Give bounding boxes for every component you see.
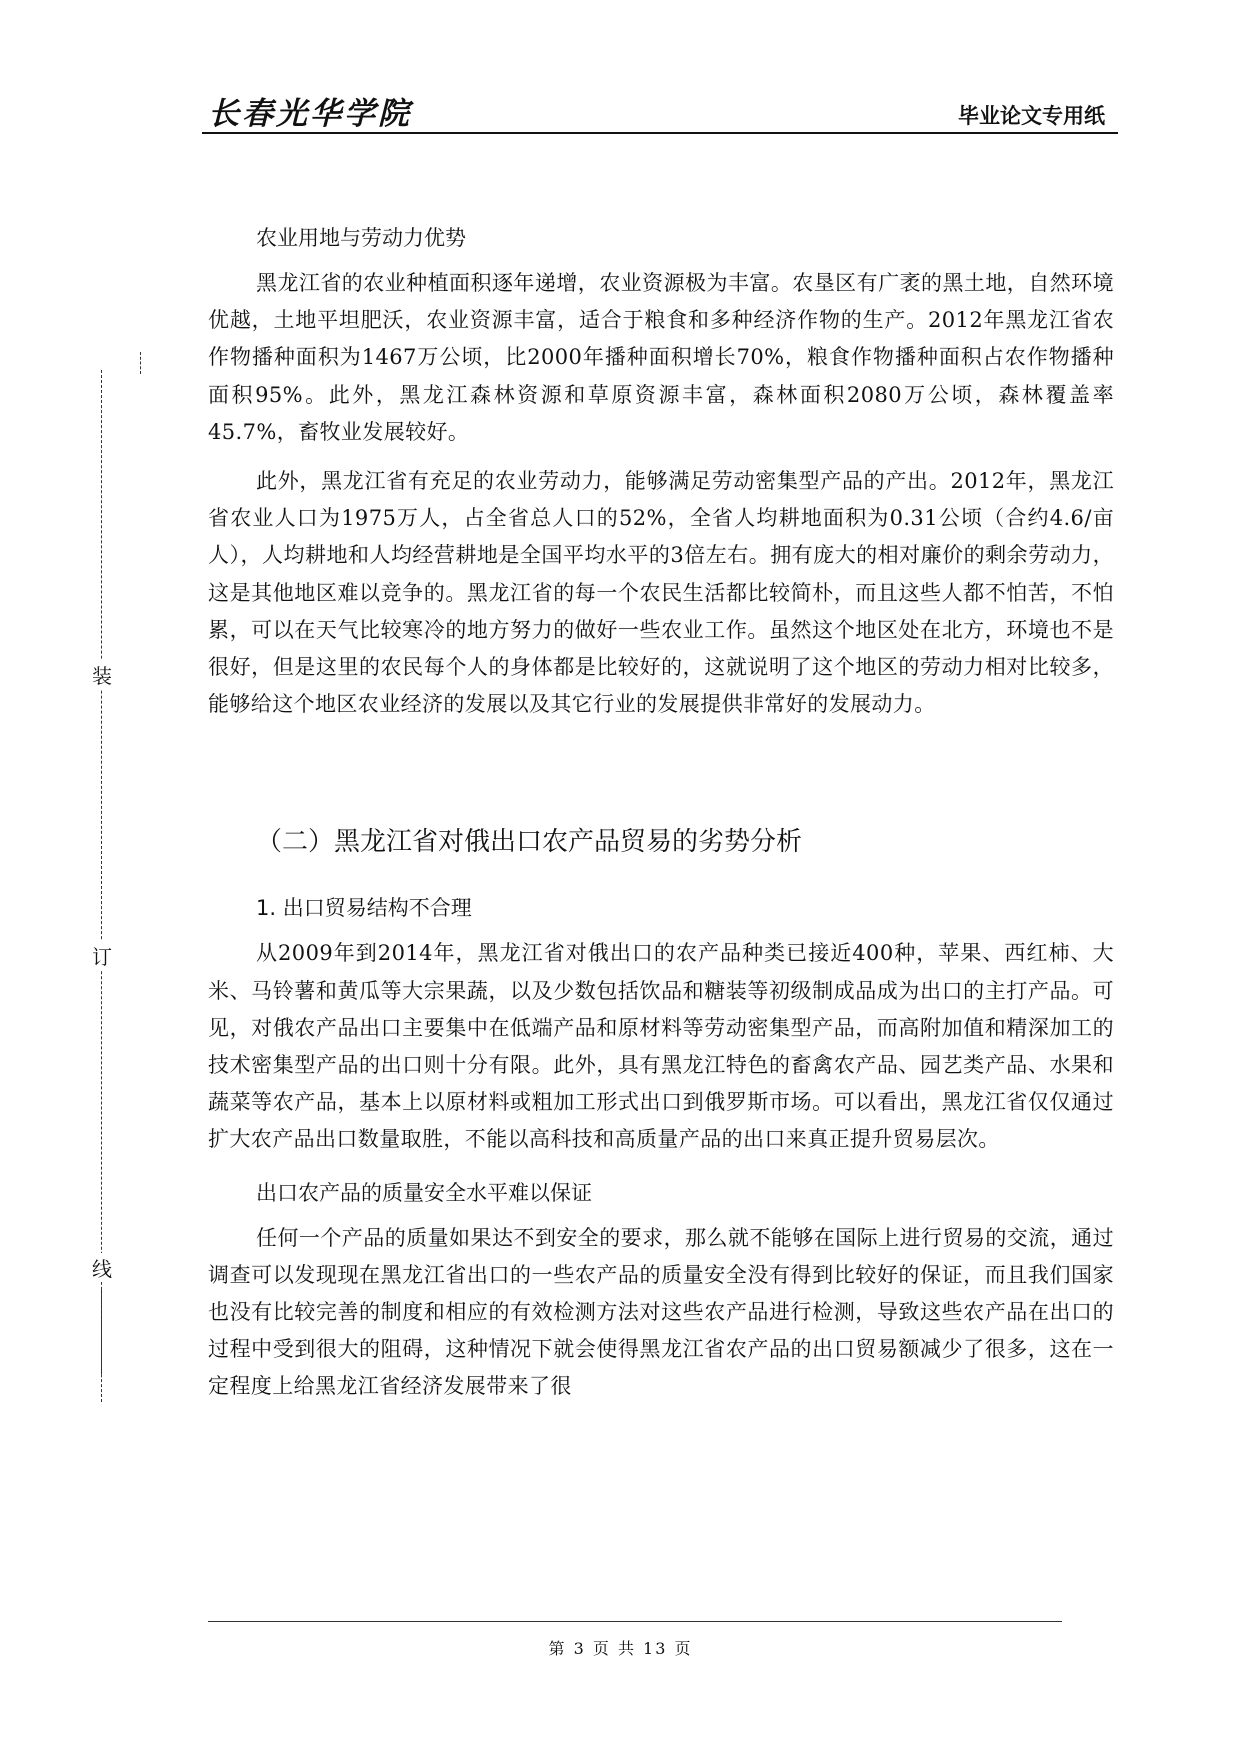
section-title-disadvantages: （二）黑龙江省对俄出口农产品贸易的劣势分析 bbox=[256, 827, 803, 858]
binding-dashed-line-end bbox=[101, 1290, 102, 1402]
header-paper-type: 毕业论文专用纸 bbox=[958, 104, 1105, 128]
binding-label-zhuang: 装 bbox=[90, 660, 114, 689]
subheading-quality-safety: 出口农产品的质量安全水平难以保证 bbox=[256, 1180, 592, 1205]
binding-dashed-line-top bbox=[101, 370, 102, 1370]
binding-tick-mark bbox=[140, 352, 141, 374]
document-body bbox=[208, 222, 1114, 1418]
binding-label-xian: 线 bbox=[90, 1253, 114, 1282]
paragraph-export-structure: 从2009年到2014年，黑龙江省对俄出口的农产品种类已接近400种，苹果、西红柿、大米、马铃薯和黄瓜等大宗果蔬，以及少数包括饮品和糖装等初级制成品成为出口的主打产品。可见，对俄农产品出口主要集中在低端产品和原材料等劳动密集型产品，而高附加值和精深加工的技术密集型产品的出口则十分有限。此外，具有黑龙江特色的畜禽农产品、园艺类产品、水果和蔬菜等农产品，基本上以原材料或粗加工形式出口到俄罗斯市场。可以看出，黑龙江省仅仅通过扩大农产品出口数量取胜，不能以高科技和高质量产品的出口来真正提升贸易层次。 bbox=[208, 941, 1114, 1152]
footer-rule bbox=[208, 1621, 1062, 1622]
header-rule bbox=[202, 132, 1118, 134]
header-institution-name: 长春光华学院 bbox=[208, 96, 412, 132]
page-number: 第 3 页 共 13 页 bbox=[548, 1639, 693, 1658]
paragraph-quality-safety: 任何一个产品的质量如果达不到安全的要求，那么就不能够在国际上进行贸易的交流，通过调查可以发现现在黑龙江省出口的一些农产品的质量安全没有得到比较好的保证，而且我们国家也没有比较完善的制度和相应的有效检测方法对这些农产品进行检测，导致这些农产品在出口的过程中受到很大的阻碍，这种情况下就会使得黑龙江省农产品的出口贸易额减少了很多，这在一定程度上给黑龙江省经济发展带来了很 bbox=[208, 1225, 1114, 1399]
subheading-export-structure: 1. 出口贸易结构不合理 bbox=[256, 896, 472, 921]
paragraph-land-resources: 黑龙江省的农业种植面积逐年递增，农业资源极为丰富。农垦区有广袤的黑土地，自然环境优越，土地平坦肥沃，农业资源丰富，适合于粮食和多种经济作物的生产。2012年黑龙江省农作物播种面积为1467万公顷，比2000年播种面积增长70%，粮食作物播种面积占农作物播种面积95%。此外，黑龙江森林资源和草原资源丰富，森林面积2080万公顷，森林覆盖率45.7%，畜牧业发展较好。 bbox=[208, 271, 1114, 444]
paragraph-labor-force: 此外，黑龙江省有充足的农业劳动力，能够满足劳动密集型产品的产出。2012年，黑龙江省农业人口为1975万人，占全省总人口的52%，全省人均耕地面积为0.31公顷（合约4.6/亩人），人均耕地和人均经营耕地是全国平均水平的3倍左右。拥有庞大的相对廉价的剩余劳动力，这是其他地区难以竞争的。黑龙江省的每一个农民生活都比较简朴，而且这些人都不怕苦，不怕累，可以在天气比较寒冷的地方努力的做好一些农业工作。虽然这个地区处在北方，环境也不是很好，但是这里的农民每个人的身体都是比较好的，这就说明了这个地区的劳动力相对比较多，能够给这个地区农业经济的发展以及其它行业的发展提供非常好的发展动力。 bbox=[208, 469, 1114, 717]
binding-label-ding: 订 bbox=[90, 941, 114, 970]
subheading-land-labor: 农业用地与劳动力优势 bbox=[256, 226, 466, 250]
